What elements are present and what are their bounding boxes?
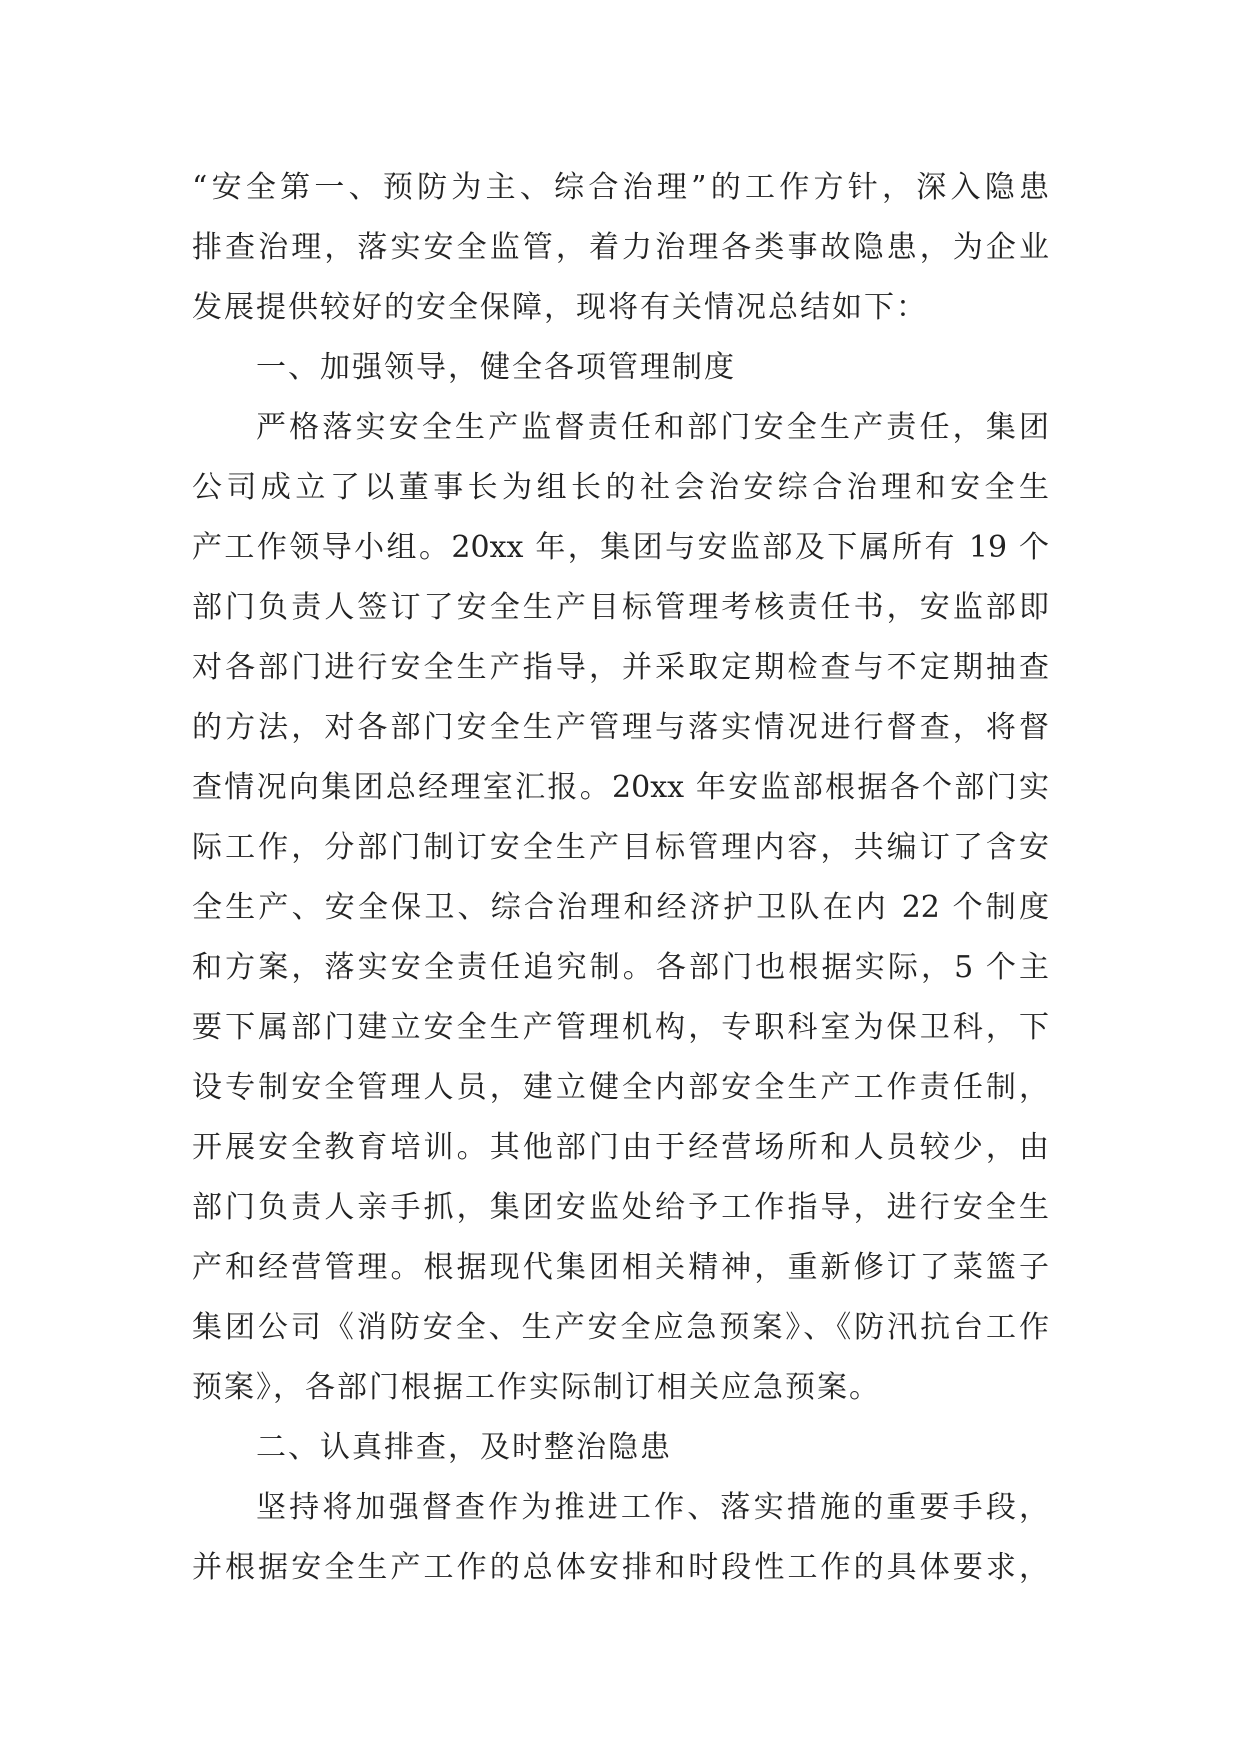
paragraph-line: 查情况向集团总经理室汇报。20xx 年安监部根据各个部门实 xyxy=(192,770,1049,805)
document-body xyxy=(192,158,1049,1598)
paragraph-line: 全生产、安全保卫、综合治理和经济护卫队在内 22 个制度 xyxy=(192,890,1049,925)
section-heading: 一、加强领导，健全各项管理制度 xyxy=(256,350,736,385)
paragraph-line: 严格落实安全生产监督责任和部门安全生产责任，集团 xyxy=(256,410,1049,445)
paragraph-line: 际工作，分部门制订安全生产目标管理内容，共编订了含安 xyxy=(192,830,1049,865)
paragraph-line: 预案》，各部门根据工作实际制订相关应急预案。 xyxy=(192,1370,881,1405)
paragraph-line: 和方案，落实安全责任追究制。各部门也根据实际，5 个主 xyxy=(192,950,1049,985)
paragraph-line: 开展安全教育培训。其他部门由于经营场所和人员较少，由 xyxy=(192,1130,1049,1165)
paragraph-line: 并根据安全生产工作的总体安排和时段性工作的具体要求， xyxy=(192,1550,1049,1585)
paragraph-line: 的方法，对各部门安全生产管理与落实情况进行督查，将督 xyxy=(192,710,1049,745)
paragraph-line: 产和经营管理。根据现代集团相关精神，重新修订了菜篮子 xyxy=(192,1250,1049,1285)
paragraph-line: 公司成立了以董事长为组长的社会治安综合治理和安全生 xyxy=(192,470,1049,505)
paragraph-line: 发展提供较好的安全保障，现将有关情况总结如下： xyxy=(192,290,928,325)
paragraph-line: 集团公司《消防安全、生产安全应急预案》、《防汛抗台工作 xyxy=(192,1310,1049,1345)
paragraph-line: 对各部门进行安全生产指导，并采取定期检查与不定期抽查 xyxy=(192,650,1049,685)
paragraph-line: 排查治理，落实安全监管，着力治理各类事故隐患，为企业 xyxy=(192,230,1049,265)
paragraph-line: 坚持将加强督查作为推进工作、落实措施的重要手段， xyxy=(256,1490,1049,1525)
paragraph-line: “安全第一、预防为主、综合治理”的工作方针，深入隐患 xyxy=(192,170,1049,205)
paragraph-line: 设专制安全管理人员，建立健全内部安全生产工作责任制， xyxy=(192,1070,1049,1105)
paragraph-line: 部门负责人签订了安全生产目标管理考核责任书，安监部即 xyxy=(192,590,1049,625)
paragraph-line: 产工作领导小组。20xx 年，集团与安监部及下属所有 19 个 xyxy=(192,530,1049,565)
section-heading: 二、认真排查，及时整治隐患 xyxy=(256,1430,672,1465)
paragraph-line: 部门负责人亲手抓，集团安监处给予工作指导，进行安全生 xyxy=(192,1190,1049,1225)
paragraph-line: 要下属部门建立安全生产管理机构，专职科室为保卫科，下 xyxy=(192,1010,1049,1045)
